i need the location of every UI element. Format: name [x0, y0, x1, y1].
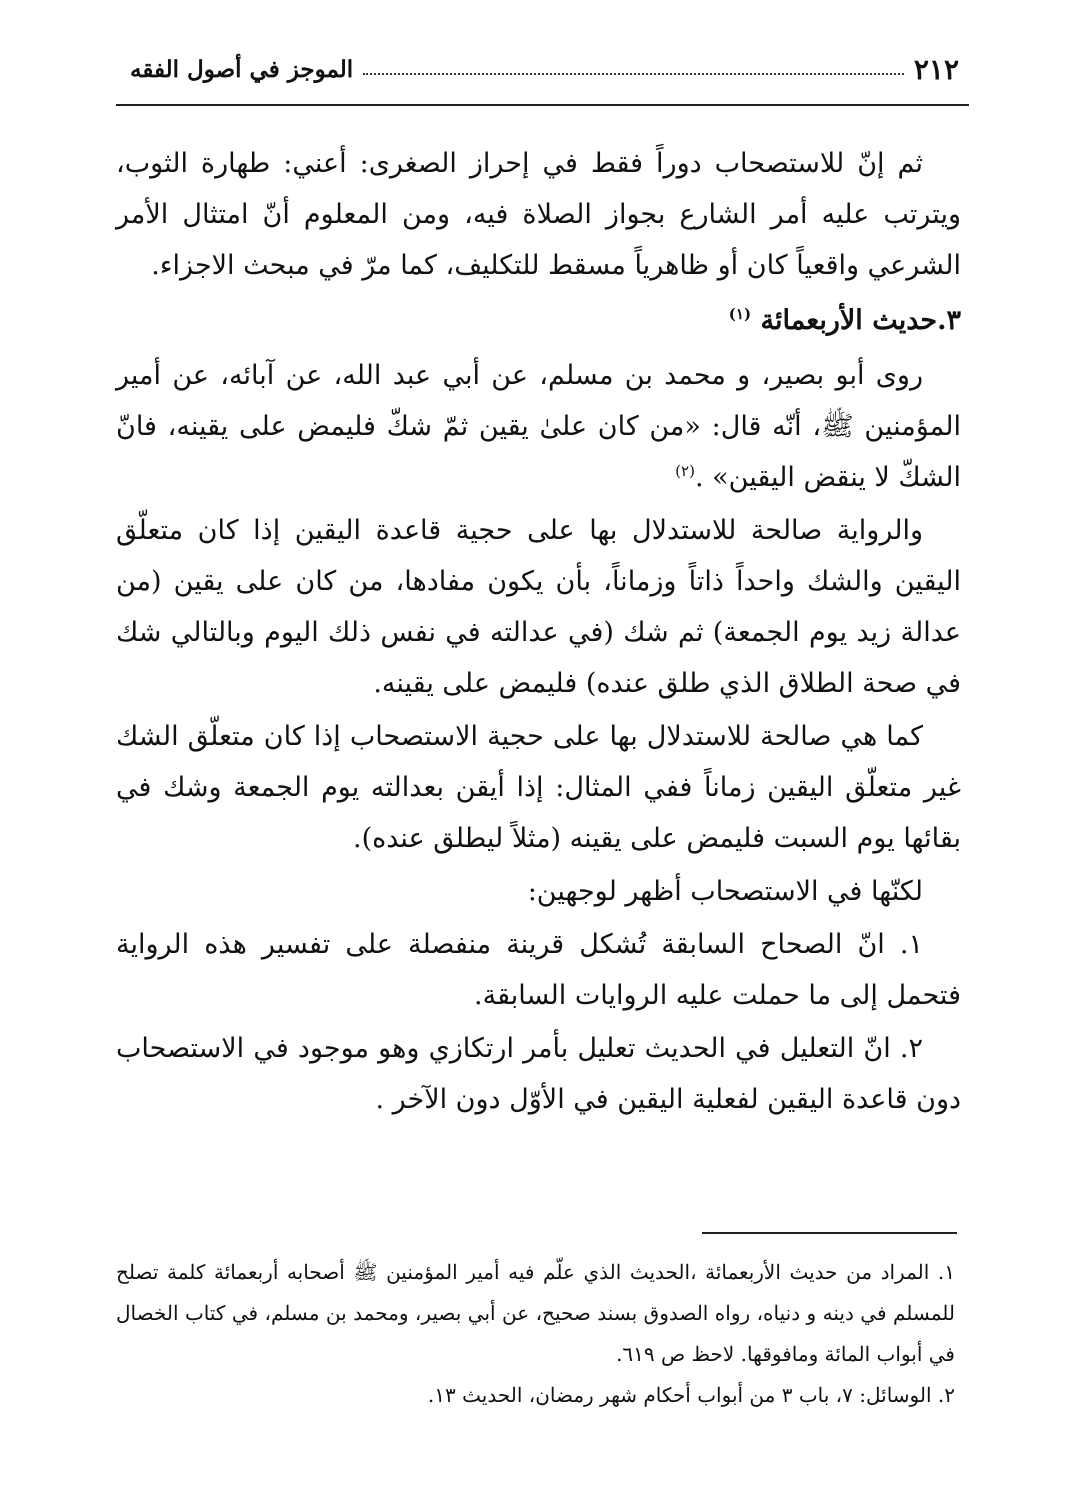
section-heading: [116, 295, 961, 346]
header-divider: [116, 104, 969, 106]
list-item-1: ١. انّ الصحاح السابقة تُشكل قرينة منفصلة على تفسير هذه الرواية فتحمل إلى ما حملت عليه الروايات السابقة.: [116, 929, 961, 1011]
paragraph-2: [116, 350, 961, 503]
footnote-ref-1[interactable]: (١): [728, 305, 752, 323]
paragraph-4: كما هي صالحة للاستدلال بها على حجية الاستصحاب إذا كان متعلّق الشك غير متعلّق اليقين زماناً ففي المثال: إذا أيقن بعدالته يوم الجمعة وشك في بقائها يوم السبت فليمض على يقينه (مثلاً ليطلق عنده).: [116, 721, 961, 854]
running-header: [130, 44, 959, 94]
paragraph-1: ثم إنّ للاستصحاب دوراً فقط في إحراز الصغرى: أعني: طهارة الثوب، ويترتب عليه أمر الشارع بجواز الصلاة فيه، ومن المعلوم أنّ امتثال الأمر الشرعي واقعياً كان أو ظاهرياً مسقط للتكليف، كما مرّ في مبحث الاجزاء.: [116, 148, 961, 281]
footnote-ref-2[interactable]: (٢): [675, 462, 695, 480]
footnote-divider: [702, 1232, 957, 1234]
header-dotted-leader: [363, 73, 904, 75]
paragraph-2-text: روى أبو بصير، و محمد بن مسلم، عن أبي عبد الله، عن آبائه، عن أمير المؤمنين ﷺ، أنّه قال: «من كان علىٰ يقين ثمّ شكّ فليمض على يقينه، فانّ الشكّ لا ينقض اليقين» .: [116, 360, 961, 493]
footnotes: [116, 1252, 955, 1416]
paragraph-3: والرواية صالحة للاستدلال بها على حجية قاعدة اليقين إذا كان متعلّق اليقين والشك واحداً ذاتاً وزماناً، بأن يكون مفادها، من كان على يقين (من عدالة زيد يوم الجمعة) ثم شك (في عدالته في نفس ذلك اليوم وبالتالي شك في صحة الطلاق الذي طلق عنده) فليمض على يقينه.: [116, 515, 961, 699]
list-item-2: ٢. انّ التعليل في الحديث تعليل بأمر ارتكازي وهو موجود في الاستصحاب دون قاعدة اليقين لفعلية اليقين في الأوّل دون الآخر .: [116, 1033, 961, 1115]
main-text: [116, 138, 961, 1127]
footnote-1: ١. المراد من حديث الأربعمائة ،الحديث الذي علّم فيه أمير المؤمنين ﷺ أصحابه أربعمائة كلمة تصلح للمسلم في دينه و دنياه، رواه الصدوق بسند صحيح، عن أبي بصير، ومحمد بن مسلم، في كتاب الخصال في أبواب المائة ومافوقها. لاحظ ص ٦١٩.: [116, 1260, 956, 1366]
page-number: ٢١٢: [913, 52, 959, 86]
book-title: الموجز في أصول الفقه: [130, 55, 354, 83]
section-heading-text: ٣.حديث الأربعمائة: [760, 305, 961, 336]
paragraph-5: لكنّها في الاستصحاب أظهر لوجهين:: [527, 876, 923, 907]
footnote-2: ٢. الوسائل: ٧، باب ٣ من أبواب أحكام شهر رمضان، الحديث ١٣.: [427, 1383, 955, 1407]
